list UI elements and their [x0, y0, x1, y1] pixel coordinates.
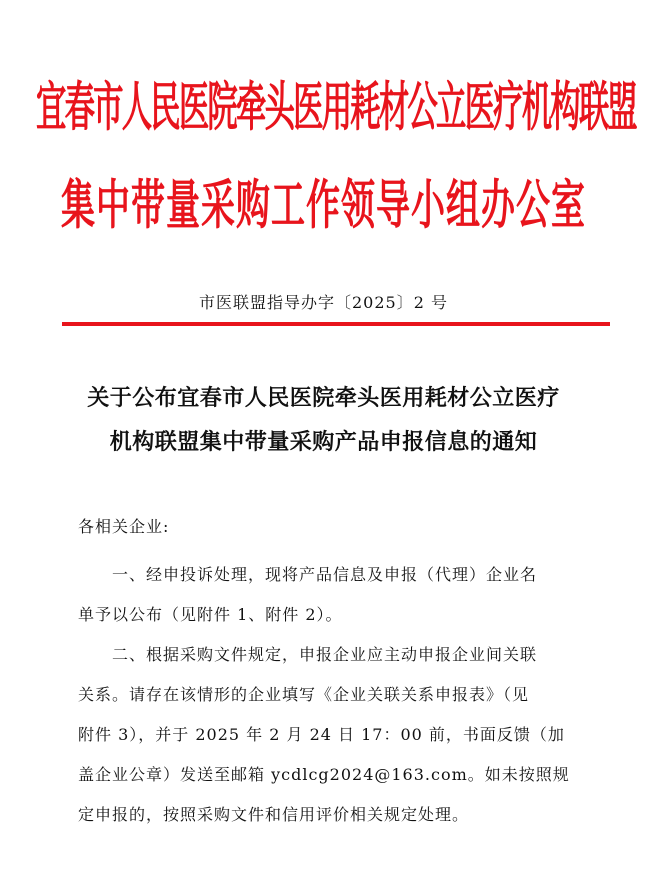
notice-title-line-2: 机构联盟集中带量采购产品申报信息的通知: [109, 429, 538, 455]
document-number: 市医联盟指导办字〔2025〕2 号: [199, 293, 448, 312]
paragraph-2-line: 附件 3），并于 2025 年 2 月 24 日 17：00 前，书面反馈（加: [78, 725, 565, 744]
paragraph-1-line: 一、经申投诉处理，现将产品信息及申报（代理）企业名: [112, 565, 538, 584]
paragraph-2-line: 定申报的，按照采购文件和信用评价相关规定处理。: [78, 805, 470, 824]
salutation: 各相关企业:: [78, 517, 170, 536]
red-divider-line: [62, 322, 610, 326]
paragraph-2-line: 二、根据采购文件规定，申报企业应主动申报企业间关联: [112, 645, 538, 664]
issuer-header-line-1: 宜春市人民医院牵头医用耗材公立医疗机构联盟: [36, 77, 636, 139]
paragraph-2-line: 盖企业公章）发送至邮箱 ycdlcg2024@163.com。如未按照规: [78, 765, 570, 784]
paragraph-2-line: 关系。请存在该情形的企业填写《企业关联关系申报表》（见: [78, 685, 530, 704]
issuer-header-line-2: 集中带量采购工作领导小组办公室: [61, 175, 586, 237]
paragraph-1-line: 单予以公布（见附件 1、附件 2）。: [78, 605, 343, 624]
notice-title-line-1: 关于公布宜春市人民医院牵头医用耗材公立医疗: [87, 385, 560, 411]
